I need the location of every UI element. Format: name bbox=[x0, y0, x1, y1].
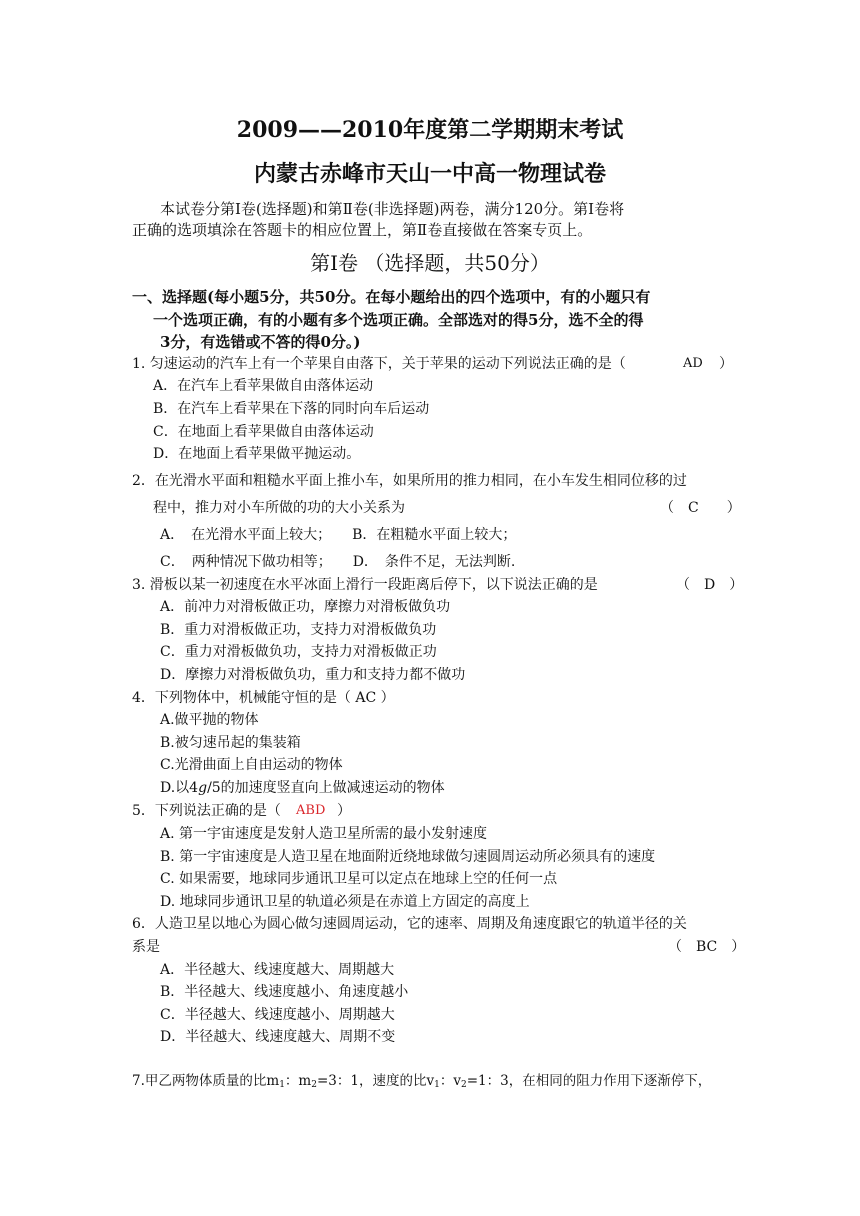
question-4-option-d bbox=[160, 779, 445, 797]
question-1-close: ） bbox=[719, 356, 733, 372]
question-6-option-c: C．半径越大、线速度越小、周期越大 bbox=[160, 1007, 395, 1023]
question-4-option-a: A.做平抛的物体 bbox=[160, 712, 259, 728]
question-5-option-b: B. 第一宇宙速度是人造卫星在地面附近绕地球做匀速圆周运动所必须具有的速度 bbox=[160, 849, 656, 865]
question-2-stem-cont: 程中，推力对小车所做的功的大小关系为 bbox=[153, 500, 405, 516]
question-7-stem bbox=[132, 1072, 711, 1094]
question-2-stem: 2．在光滑水平面和粗糙水平面上推小车，如果所用的推力相同，在小车发生相同位移的过 bbox=[132, 473, 687, 489]
question-6-option-b: B．半径越大、线速度越小、角速度越小 bbox=[160, 984, 409, 1000]
q7-sub-3: 1 bbox=[434, 1080, 440, 1090]
question-6-stem-cont: 系是 bbox=[132, 939, 160, 955]
question-4-option-b: B.被匀速吊起的集装箱 bbox=[160, 735, 301, 751]
question-5-stem: 5．下列说法正确的是（ bbox=[132, 803, 281, 819]
question-6-stem: 6．人造卫星以地心为圆心做匀速圆周运动，它的速率、周期及角速度跟它的轨道半径的关 bbox=[132, 916, 687, 932]
question-1-option-b: B．在汽车上看苹果在下落的同时向车后运动 bbox=[153, 401, 430, 417]
section-title: 第Ⅰ卷 （选择题，共50分） bbox=[310, 251, 550, 275]
question-1-stem bbox=[132, 355, 626, 373]
question-6-option-a: A．半径越大、线速度越大、周期越大 bbox=[160, 962, 395, 978]
q7-part-a: 7.甲乙两物体质量的比m bbox=[132, 1073, 280, 1089]
question-1-option-c: C．在地面上看苹果做自由落体运动 bbox=[153, 424, 374, 440]
exam-subtitle: 内蒙古赤峰市天山一中高一物理试卷 bbox=[253, 161, 606, 187]
question-2-options-cd: C． 两种情况下做功相等； D． 条件不足，无法判断. bbox=[160, 554, 516, 570]
question-6-option-d: D．半径越大、线速度越大、周期不变 bbox=[160, 1029, 396, 1045]
question-1-option-d: D．在地面上看苹果做平抛运动。 bbox=[153, 446, 361, 462]
instructions-line-1: 一、选择题(每小题5分，共50分。在每小题给出的四个选项中，有的小题只有 bbox=[132, 288, 651, 306]
gravity-symbol: g bbox=[198, 780, 208, 796]
instructions-line-3: 3分，有选错或不答的得0分。) bbox=[160, 333, 361, 351]
question-1-text: 1. 匀速运动的汽车上有一个苹果自由落下，关于苹果的运动下列说法正确的是（ bbox=[132, 356, 626, 372]
question-3-answer: （ D ） bbox=[676, 577, 744, 593]
question-1-option-a: A．在汽车上看苹果做自由落体运动 bbox=[153, 378, 374, 394]
question-2-options-ab: A． 在光滑水平面上较大； B．在粗糙水平面上较大； bbox=[160, 527, 517, 543]
question-3-option-c: C．重力对滑板做负功，支持力对滑板做正功 bbox=[160, 644, 437, 660]
question-5-option-c: C. 如果需要，地球同步通讯卫星可以定点在地球上空的任何一点 bbox=[160, 871, 558, 887]
question-5-close: ） bbox=[337, 803, 351, 819]
intro-line-1: 本试卷分第Ⅰ卷(选择题)和第Ⅱ卷(非选择题)两卷，满分120分。第Ⅰ卷将 bbox=[160, 200, 625, 218]
question-5-option-a: A. 第一宇宙速度是发射人造卫星所需的最小发射速度 bbox=[160, 826, 488, 842]
question-5-answer: ABD bbox=[296, 803, 326, 818]
q7-part-e: =1：3，在相同的阻力作用下逐渐停下， bbox=[466, 1073, 712, 1089]
q7-part-b: ：m bbox=[284, 1073, 312, 1089]
q7-sub-2: 2 bbox=[311, 1080, 317, 1090]
q7-sub-4: 2 bbox=[460, 1080, 467, 1090]
question-4-stem: 4．下列物体中，机械能守恒的是（ AC ） bbox=[132, 690, 395, 706]
intro-line-2: 正确的选项填涂在答题卡的相应位置上，第Ⅱ卷直接做在答案专页上。 bbox=[132, 221, 593, 239]
question-3-option-b: B．重力对滑板做正功，支持力对滑板做负功 bbox=[160, 622, 437, 638]
q7-part-c: =3：1，速度的比v bbox=[316, 1073, 435, 1089]
q7-part-d: ：v bbox=[439, 1073, 461, 1089]
question-4-option-d-prefix: D.以4 bbox=[160, 780, 199, 796]
question-3-option-a: A．前冲力对滑板做正功，摩擦力对滑板做负功 bbox=[160, 599, 451, 615]
question-4-option-d-suffix: /5的加速度竖直向上做减速运动的物体 bbox=[207, 780, 445, 796]
question-4-option-c: C.光滑曲面上自由运动的物体 bbox=[160, 757, 343, 773]
question-5-option-d: D. 地球同步通讯卫星的轨道必须是在赤道上方固定的高度上 bbox=[160, 894, 530, 910]
question-3-option-d: D．摩擦力对滑板做负功，重力和支持力都不做功 bbox=[160, 667, 466, 683]
exam-title: 2009——2010年度第二学期期末考试 bbox=[236, 117, 624, 143]
instructions-line-2: 一个选项正确，有的小题有多个选项正确。全部选对的得5分，选不全的得 bbox=[153, 311, 644, 329]
q7-sub-1: 1 bbox=[279, 1080, 285, 1090]
question-6-answer: （ BC ） bbox=[668, 939, 746, 955]
question-1-answer: AD bbox=[683, 356, 703, 371]
question-2-answer: （ C ） bbox=[660, 500, 741, 516]
question-3-stem: 3. 滑板以某一初速度在水平冰面上滑行一段距离后停下，以下说法正确的是 bbox=[132, 577, 598, 593]
